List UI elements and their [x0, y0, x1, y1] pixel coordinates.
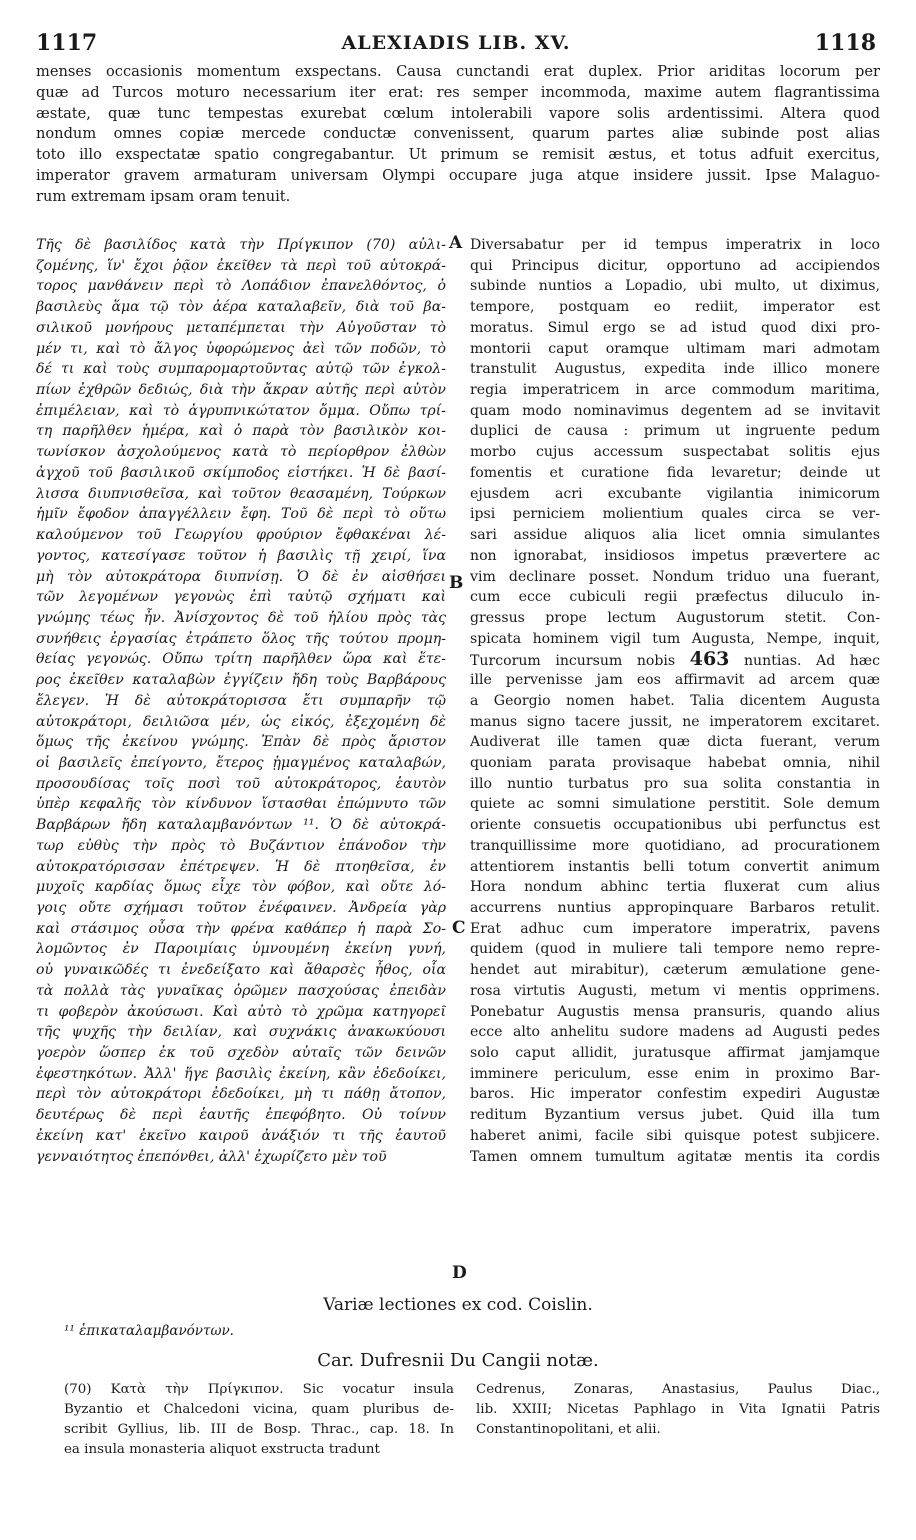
latin-text-line: morbo cujus accessum suspectabat solitis ejus	[470, 444, 880, 461]
latin-text-line: quam modo nominavimus degentem ad se invitavit	[470, 402, 880, 419]
latin-text-line: ille pervenisse jam eos affirmavit ad arcem quæ	[470, 672, 880, 689]
greek-text-line: προσουδίσας τοῖς ποσὶ τοῦ αὐτοκράτορος, ἑαυτὸν	[36, 775, 446, 792]
greek-text-line: μυχοῖς καρδίας ὅμως εἶχε τὸν φόβον, καὶ οὔτε λό-	[36, 879, 446, 896]
section-marker-c: C	[452, 918, 466, 938]
latin-text-line: quiete ac somni simulatione perstitit. Sole demum	[470, 796, 880, 813]
edition-page-number: 463	[689, 649, 730, 671]
page-number-left: 1117	[36, 30, 98, 56]
latin-text-line: attentiorem instantis belli totum convertit animum	[470, 858, 880, 875]
greek-text-line: πίων ἐχθρῶν δεδιώς, διὰ τὴν ἄκραν αὐτῆς περὶ αὐτὸν	[36, 382, 446, 399]
greek-text-line: γενναιότητος ἐπεπόνθει, ἀλλ' ἐχωρίζετο μὲν τοῦ	[36, 1148, 387, 1165]
cangii-notes-heading: Car. Dufresnii Du Cangii notæ.	[317, 1350, 599, 1371]
latin-text-line: montorii caput oramque ultimam mari admotam	[470, 340, 880, 357]
latin-text-line: solo caput allidit, juratusque affirmat jamjamque	[470, 1045, 880, 1062]
greek-column	[36, 235, 446, 1167]
greek-text-line: ὑπὲρ κεφαλῆς τὸν κίνδυνον ἵστασθαι ἐπώμνυτο τῶν	[36, 796, 446, 813]
latin-text-line: Tamen omnem tumultum agitatæ mentis ita cordis	[470, 1148, 880, 1165]
footnote-right-column	[476, 1380, 880, 1440]
text-line: æstate, quæ tunc tempestas exurebat cœlum intolerabili vapore solis ardentissimi. Altera quod	[36, 104, 880, 122]
latin-text-line: Audiverat ille tamen quæ dicta fuerant, verum	[470, 734, 880, 751]
latin-text-line: quoniam parata provisaque habebat omnia, nihil	[470, 754, 880, 771]
greek-text-line: δέ τι καὶ τοὺς συμπαρομαρτοῦντας αὐτῷ τῶν ἐγκολ-	[36, 361, 446, 378]
text-line: nondum omnes copiæ mercede conductæ convenissent, quarum partes aliæ subinde post alias	[36, 125, 880, 143]
latin-text-line: tranquillissime more quotidiano, ad procurationem	[470, 837, 880, 854]
latin-text-line: oriente consuetis occupationibus ubi perfunctus est	[470, 817, 880, 834]
latin-text-line: sari assidue aliquos alia licet omnia simulantes	[470, 527, 880, 544]
greek-text-line: μέν τι, καὶ τὸ ἄλγος ὑφορώμενος ἀεὶ τῶν ποδῶν, τὸ	[36, 340, 446, 357]
greek-text-line: καλούμενον τοῦ Γεωργίου φρούριον ἔφθακέναι λέ-	[36, 527, 446, 544]
greek-text-line: καὶ στάσιμος οὖσα τὴν φρένα καθάπερ ἡ παρὰ Σο-	[36, 920, 446, 937]
greek-text-line: οὐ γυναικῶδές τι ἐνεδείξατο καὶ ἄθαρσὲς ἦθος, οἷα	[36, 962, 446, 979]
text-line: toto illo exspectatæ spatio congregabantur. Ut primum se remisit æstus, et totus adfuit exercitus,	[36, 146, 880, 164]
greek-text-line: αὐτοκράτορι, δειλιῶσα μέν, ὡς εἰκός, ἐξεχομένη δὲ	[36, 713, 446, 730]
greek-text-line: μὴ τὸν αὐτοκράτορα διυπνίσῃ. Ὁ δὲ ἐν αἰσθήσει	[36, 568, 446, 585]
latin-text-line: moratus. Simul ergo se ad istud quod dixi pro-	[470, 319, 880, 336]
greek-text-line: τωρ εὐθὺς τὴν πρὸς τὸ Βυζάντιον ἐπάνοδον τὴν	[36, 837, 446, 854]
latin-text-line: imminere periculum, esse enim in proximo Bar-	[470, 1065, 880, 1082]
footnote-line: Constantinopolitani, et alii.	[476, 1422, 661, 1437]
greek-text-line: δευτέρως δὲ περὶ ἑαυτῆς ἐπεφόβητο. Οὐ τοίνυν	[36, 1107, 446, 1124]
greek-text-line: συνήθεις ἐργασίας ἐτράπετο ὅλος τῆς τούτου προμη-	[36, 630, 446, 647]
greek-text-line: γοερὸν ὥσπερ ἐκ τοῦ σχεδὸν αὐταῖς τῶν δεινῶν	[36, 1045, 446, 1062]
greek-text-line: ὅμως τῆς ἐκείνου γνώμης. Ἐπὰν δὲ πρὸς ἄριστον	[36, 734, 446, 751]
latin-text-line: duplici de causa : primum ut ingruente pedum	[470, 423, 880, 440]
text-line: imperator gravem armaturam universam Olympi occupare juga atque insidere jussit. Ipse Malaguo-	[36, 166, 880, 184]
latin-text-line: ipsi perniciem molientium quales circa se ver-	[470, 506, 880, 523]
text-line: menses occasionis momentum exspectans. Causa cunctandi erat duplex. Prior ariditas locorum per	[36, 63, 880, 80]
footnote-line: scribit Gyllius, lib. III de Bosp. Thrac., cap. 18. In	[64, 1422, 454, 1437]
greek-text-line: βασιλεὺς ἅμα τῷ τὸν ἀέρα καταλαβεῖν, διὰ τοῦ βα-	[36, 299, 446, 316]
greek-text-line: ἀγχοῦ τοῦ βασιλικοῦ σκίμποδος εἱστήκει. Ἡ δὲ βασί-	[36, 464, 446, 481]
latin-text-line: qui Principus dicitur, opportuno ad accipiendos	[470, 257, 880, 274]
latin-text-line: Erat adhuc cum imperatore imperatrix, pavens	[470, 920, 880, 937]
greek-text-line: τη παρῆλθεν ἡμέρα, καὶ ὁ παρὰ τὸν βασιλικὸν κοι-	[36, 423, 446, 440]
latin-text-line: quidem (quod in muliere tali tempore nemo repre-	[470, 941, 880, 958]
page-number-right: 1118	[814, 30, 876, 56]
latin-text-line: tempore, postquam eo rediit, imperator est	[470, 299, 880, 316]
greek-text-line: ἐφεστηκότων. Ἀλλ' ἥγε βασιλὶς ἐκείνη, κἂν ἐδεδοίκει,	[36, 1065, 446, 1082]
section-marker-d: D	[452, 1263, 467, 1283]
greek-text-line: ζομένης, ἵν' ἔχοι ῥᾷον ἐκεῖθεν τὰ περὶ τοῦ αὐτοκρά-	[36, 257, 446, 274]
greek-text-line: οἱ βασιλεῖς ἐπείγοντο, ἕτερος ᾑμαγμένος καταλαβών,	[36, 754, 446, 771]
variae-lectiones-heading: Variæ lectiones ex cod. Coislin.	[323, 1295, 593, 1315]
greek-text-line: Τῆς δὲ βασιλίδος κατὰ τὴν Πρίγκιπον (70) αὐλι-	[36, 237, 446, 253]
footnote-line: lib. XXIII; Nicetas Paphlago in Vita Ignatii Patris	[476, 1402, 880, 1417]
greek-text-line: λομῶντος ἐν Παροιμίαις ὑμνουμένη ἐκείνη γυνή,	[36, 941, 446, 958]
footnote-left-column	[64, 1380, 454, 1460]
running-title: ALEXIADIS LIB. XV.	[341, 32, 571, 54]
latin-text-line: baros. Hic imperator confestim expediri Augustæ	[470, 1086, 880, 1103]
greek-text-line: σιλικοῦ μονήρους μεταπέμπεται τὴν Αὐγοῦσταν τὸ	[36, 319, 446, 336]
greek-text-line: περὶ τὸν αὐτοκράτορι ἐδεδοίκει, μὴ τι πάθῃ ἄτοπον,	[36, 1086, 446, 1103]
greek-text-line: τωνίσκον ἀσχολούμενος κατὰ τὸ περίορθρον ἐλθὼν	[36, 444, 446, 461]
greek-text-line: τὰ πολλὰ τὰς γυναῖκας ὁρῶμεν πασχούσας ἐπειδὰν	[36, 982, 446, 999]
greek-text-line: θείας γεγονώς. Οὔπω τρίτη παρῆλθεν ὥρα καὶ ἕτε-	[36, 651, 446, 668]
latin-text-line: ecce alto anhelitu sudore madens ad Augusti pedes	[470, 1024, 880, 1041]
latin-text-segment: nuntias. Ad hæc	[743, 653, 880, 670]
footnote-line: ea insula monasteria aliquot exstructa tradunt	[64, 1442, 380, 1457]
greek-text-line: ἔλεγεν. Ἡ δὲ αὐτοκράτορισσα ἔτι συμπαρῆν τῷ	[36, 692, 446, 709]
footnote-line: (70) Κατὰ τὴν Πρίγκιπον. Sic vocatur insula	[64, 1382, 454, 1397]
latin-text-line: ejusdem acri excubante vigilantia inimicorum	[470, 485, 880, 502]
text-line: rum extremam ipsam oram tenuit.	[36, 187, 291, 205]
latin-text-line: transtulit Augustus, expedita inde illico monere	[470, 361, 880, 378]
footnote-line: Cedrenus, Zonaras, Anastasius, Paulus Diac.,	[476, 1382, 880, 1397]
latin-text-line: Diversabatur per id tempus imperatrix in loco	[470, 237, 880, 253]
latin-text-line	[470, 649, 880, 670]
greek-text-line: τι φοβερὸν ἀκούσωσι. Καὶ αὐτὸ τὸ χρῶμα κατηγορεῖ	[36, 1003, 446, 1020]
running-header	[36, 30, 876, 60]
latin-text-line: manus signo tacere jussit, ne imperatorem excitaret.	[470, 713, 880, 730]
greek-text-line: αὐτοκρατόρισσαν ἐπέτρεψεν. Ἡ δὲ πτοηθεῖσα, ἐν	[36, 858, 446, 875]
latin-text-line: accurrens nuntius appropinquare Barbaros retulit.	[470, 900, 880, 916]
greek-text-line: τορος μανθάνειν περὶ τὸ Λοπάδιον ἐπανελθόντος, ὁ	[36, 278, 446, 295]
latin-text-line: rosa virtutis Augusti, metum vi mentis opprimens.	[470, 982, 880, 999]
latin-text-line: gressus prope lectum Augustorum stetit. Con-	[470, 609, 880, 626]
greek-text-line: Βαρβάρων ἤδη καταλαμβανόντων ¹¹. Ὁ δὲ αὐτοκρά-	[36, 817, 446, 834]
latin-text-line: a Georgio nomen habet. Talia dicentem Augusta	[470, 692, 880, 709]
intro-paragraph	[36, 62, 880, 208]
latin-text-line: hendet aut mirabitur), cæterum æmulatione gene-	[470, 962, 880, 979]
text-line: quæ ad Turcos moturo necessarium iter erat: res semper incommoda, maxime autem flagrantissima	[36, 83, 880, 101]
footnote-line: Byzantio et Chalcedoni vicina, quam pluribus de-	[64, 1402, 454, 1417]
latin-text-line: illo nuntio turbatus pro sua solita constantia in	[470, 775, 880, 792]
greek-text-line: ἡμῖν ἔφοδον ἀπαγγέλλειν ἔφη. Τοῦ δὲ περὶ τὸ οὕτω	[36, 506, 446, 523]
greek-text-line: ρος ἐκεῖθεν καταλαβὼν ἐγγίζειν ἤδη τοὺς Βαρβάρους	[36, 672, 446, 689]
latin-text-line: subinde nuntios a Lopadio, ubi multo, ut diximus,	[470, 278, 880, 295]
latin-text-line: non ignorabat, insidiosos impetus prævertere ac	[470, 547, 880, 564]
greek-text-line: τῆς ψυχῆς τὴν δειλίαν, καὶ συχνάκις ἀνακωκύουσι	[36, 1024, 446, 1041]
greek-text-line: γοντος, κατεσίγασε τοῦτον ἡ βασιλὶς τῇ χειρί, ἵνα	[36, 547, 446, 564]
greek-text-line: γοις οὔτε σχήμασι τοῦτον ἐνέφαινεν. Ἀνδρεία γὰρ	[36, 900, 446, 916]
latin-text-line: vim declinare posset. Nondum triduo una fuerant,	[470, 568, 880, 585]
latin-column	[470, 235, 880, 1167]
latin-text-line: haberet animi, facile sibi quisque potest subjicere.	[470, 1127, 880, 1144]
greek-text-line: τῶν λεγομένων γεγονὼς ἐπὶ ταὐτῷ σχήματι καὶ	[36, 589, 446, 606]
section-marker-b: B	[449, 573, 464, 593]
greek-text-line: ἐπιμέλειαν, καὶ τὸ ἀγρυπνικώτατον ὄμμα. Οὔπω τρί-	[36, 402, 446, 419]
latin-text-line: spicata hominem vigil tum Augusta, Nempe, inquit,	[470, 630, 880, 647]
section-marker-a: A	[449, 233, 463, 253]
latin-text-line: fomentis et curatione fida levaretur; deinde ut	[470, 464, 880, 481]
greek-text-line: λισσα διυπνισθεῖσα, καὶ τοῦτον θεασαμένη, Τούρκων	[36, 485, 446, 502]
greek-text-line: γνώμης τέως ἦν. Ἀνίσχοντος δὲ τοῦ ἡλίου πρὸς τὰς	[36, 609, 446, 626]
latin-text-line: regia imperatricem in arce commodum maritima,	[470, 382, 880, 399]
latin-text-line: reditum Byzantium versus jubet. Quid illa tum	[470, 1107, 880, 1124]
latin-text-line: Hora nondum abhinc tertia fluxerat cum alius	[470, 879, 880, 896]
latin-text-line: Ponebatur Augustis mensa pransuris, quando alius	[470, 1003, 880, 1020]
variant-reading-note: ¹¹ ἐπικαταλαμβανόντων.	[64, 1323, 234, 1339]
greek-text-line: ἐκείνη κατ' ἐκεῖνο καιροῦ ἀνάξιόν τι τῆς ἑαυτοῦ	[36, 1127, 446, 1144]
latin-text-line: cum ecce cubiculi regii præfectus diluculo in-	[470, 589, 880, 606]
latin-text-segment: Turcorum incursum nobis	[470, 653, 676, 670]
